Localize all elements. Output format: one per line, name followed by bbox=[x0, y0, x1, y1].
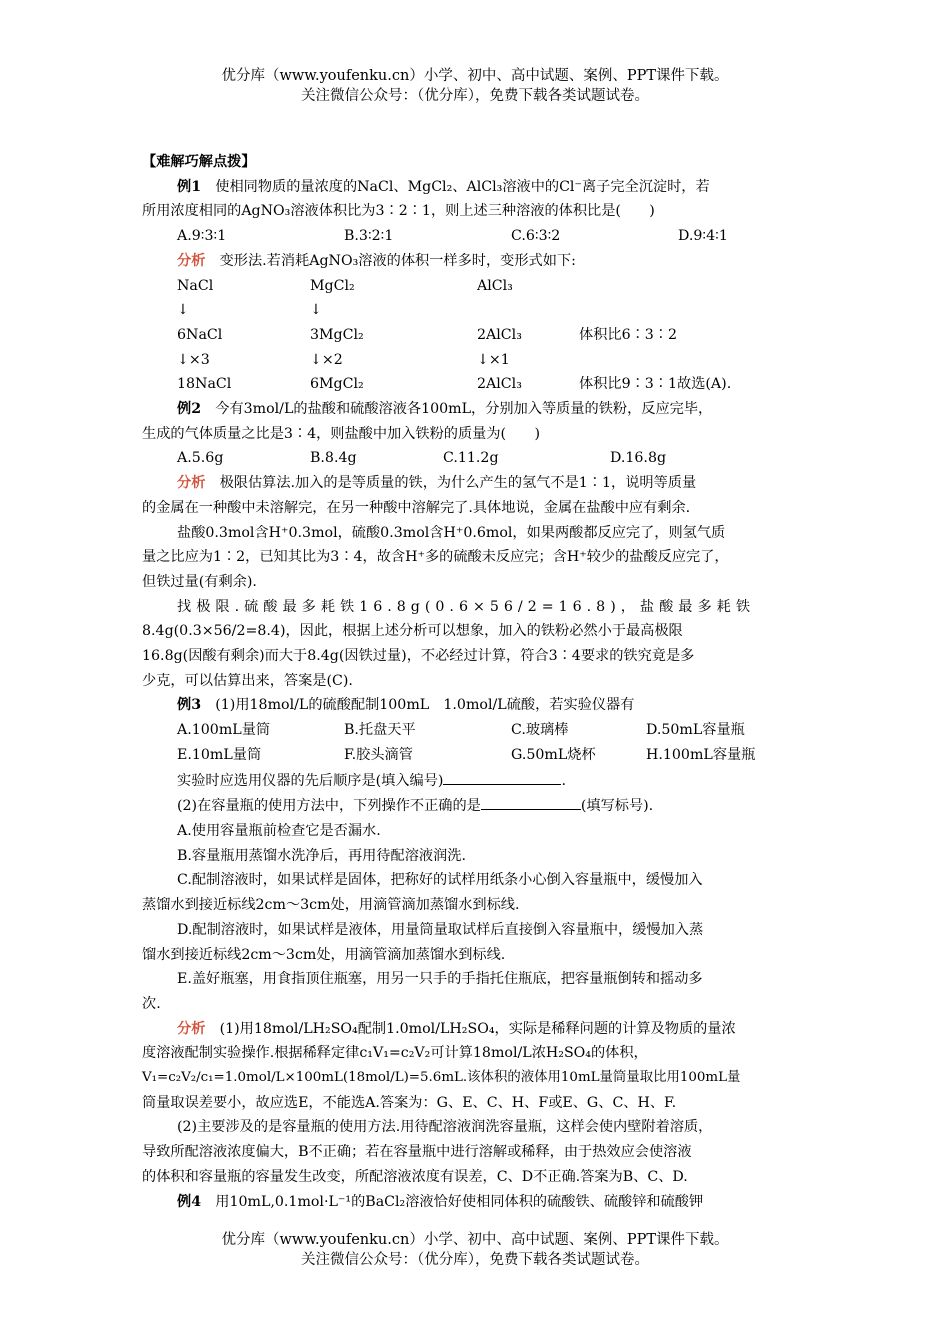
answer-blank-1[interactable] bbox=[443, 768, 561, 785]
derivation-cell: 2AlCl₃ bbox=[477, 376, 522, 393]
ex2-a5: 但铁过量(有剩余). bbox=[142, 573, 257, 590]
ex3-s3b: 蒸馏水到接近标线2cm～3cm处，用滴管滴加蒸馏水到标线. bbox=[142, 897, 520, 914]
header-line-1: 优分库（www.youfenku.cn）小学、初中、高中试题、案例、PPT课件下载。 bbox=[221, 68, 729, 84]
ex3-q3-end: (填写标号). bbox=[580, 798, 654, 815]
ex3-a3: V₁=c₂V₂/c₁=1.0mol/L×100mL(18mol/L)=5.6mL.该体积的液体用10mL量筒量取比用100mL量 bbox=[142, 1070, 741, 1086]
derivation-cell: 6MgCl₂ bbox=[310, 376, 364, 393]
ex2-a8: 16.8g(因酸有剩余)而大于8.4g(因铁过量)，不必经过计算，符合3∶4要求的铁究竟是多 bbox=[142, 648, 695, 665]
ex3-option-b: B.托盘天平 bbox=[344, 722, 416, 739]
ex2-a7: 8.4g(0.3×56/2=8.4)，因此，根据上述分析可以想象，加入的铁粉必然小于最高极限 bbox=[142, 623, 683, 640]
ex1-question bbox=[177, 175, 807, 200]
ex2-analysis-label: 分析 bbox=[177, 475, 206, 492]
page-footer bbox=[0, 1230, 950, 1270]
ex1-option-d: D.9∶4∶1 bbox=[678, 228, 728, 245]
derivation-cell bbox=[477, 298, 579, 323]
ex1-option-a: A.9∶3∶1 bbox=[177, 228, 227, 245]
derivation-cell: ↓×3 bbox=[177, 351, 210, 368]
ex1-derivation-row-3 bbox=[177, 323, 807, 348]
derivation-cell: 6NaCl bbox=[177, 326, 223, 343]
ex3-s2: B.容量瓶用蒸馏水洗净后，再用待配溶液润洗. bbox=[177, 847, 467, 864]
ex1-analysis bbox=[177, 249, 807, 274]
footer-line-2: 关注微信公众号：（优分库），免费下载各类试题试卷。 bbox=[301, 1252, 649, 1268]
derivation-cell: AlCl₃ bbox=[477, 277, 513, 294]
ex3-q3 bbox=[177, 793, 807, 819]
derivation-cell: 2AlCl₃ bbox=[477, 326, 522, 343]
ex3-option-g: G.50mL烧杯 bbox=[511, 746, 596, 763]
ex1-derivation-row-5 bbox=[177, 372, 807, 397]
ex3-label: 例3 bbox=[177, 697, 202, 714]
ex3-q3-text: (2)在容量瓶的使用方法中，下列操作不正确的是 bbox=[177, 798, 481, 815]
ex2-option-a: A.5.6g bbox=[177, 450, 224, 467]
ex3-s3a: C.配制溶液时，如果试样是固体，把称好的试样用纸条小心倒入容量瓶中，缓慢加入 bbox=[177, 872, 703, 889]
ex3-s5b: 次. bbox=[142, 995, 161, 1012]
ex3-b1: (2)主要涉及的是容量瓶的使用方法.用待配溶液润洗容量瓶，这样会使内壁附着溶质， bbox=[177, 1119, 713, 1136]
derivation-cell: 体积比6∶3∶2 bbox=[579, 326, 678, 343]
ex3-option-f: F.胶头滴管 bbox=[344, 746, 413, 763]
ex2-a6: 找极限.硫酸最多耗铁16.8g(0.6×56/2=16.8)，盐酸最多耗铁 bbox=[177, 598, 756, 615]
ex3-a1: (1)用18mol/LH₂SO₄配制1.0mol/LH₂SO₄，实际是稀释问题的计算及物质的量浓 bbox=[205, 1020, 736, 1037]
ex1-option-b: B.3∶2∶1 bbox=[344, 228, 394, 245]
ex2-options bbox=[177, 446, 807, 471]
document-body bbox=[142, 150, 807, 1214]
footer-line-1: 优分库（www.youfenku.cn）小学、初中、高中试题、案例、PPT课件下载。 bbox=[221, 1232, 729, 1248]
ex2-q2: 生成的气体质量之比是3∶4，则盐酸中加入铁粉的质量为( ) bbox=[142, 425, 541, 442]
ex2-question bbox=[177, 397, 807, 422]
derivation-cell: MgCl₂ bbox=[310, 277, 355, 294]
ex1-q2: 所用浓度相同的AgNO₃溶液体积比为3∶2∶1，则上述三种溶液的体积比是( ) bbox=[142, 203, 655, 220]
ex2-q1: 今有3mol/L的盐酸和硫酸溶液各100mL，分别加入等质量的铁粉，反应完毕， bbox=[201, 401, 713, 418]
page-header bbox=[0, 66, 950, 106]
ex1-derivation-row-2 bbox=[177, 298, 807, 323]
ex2-a2: 的金属在一种酸中未溶解完，在另一种酸中溶解完了.具体地说，金属在盐酸中应有剩余. bbox=[142, 499, 691, 516]
ex3-s4b: 馏水到接近标线2cm～3cm处，用滴管滴加蒸馏水到标线. bbox=[142, 946, 506, 963]
ex1-option-c: C.6∶3∶2 bbox=[511, 228, 561, 245]
ex2-a9: 少克，可以估算出来，答案是(C). bbox=[142, 672, 353, 689]
ex2-option-b: B.8.4g bbox=[310, 450, 357, 467]
derivation-cell: NaCl bbox=[177, 277, 214, 294]
derivation-cell: ↓×1 bbox=[477, 351, 510, 368]
ex1-options bbox=[177, 224, 807, 249]
ex3-option-a: A.100mL量筒 bbox=[177, 722, 271, 739]
ex1-derivation-row-4 bbox=[177, 348, 807, 373]
ex2-a1: 极限估算法.加入的是等质量的铁，为什么产生的氢气不是1∶1，说明等质量 bbox=[205, 475, 697, 492]
derivation-cell: 体积比9∶3∶1故选(A). bbox=[579, 376, 732, 393]
ex2-option-c: C.11.2g bbox=[443, 450, 499, 467]
derivation-cell: ↓ bbox=[177, 302, 189, 319]
derivation-cell: ↓ bbox=[310, 302, 322, 319]
derivation-cell: ↓×2 bbox=[310, 351, 343, 368]
ex3-options-row-2 bbox=[177, 743, 807, 768]
derivation-cell: 3MgCl₂ bbox=[310, 326, 364, 343]
ex3-s1: A.使用容量瓶前检查它是否漏水. bbox=[177, 822, 381, 839]
ex3-option-c: C.玻璃棒 bbox=[511, 722, 569, 739]
ex3-q2-text: 实验时应选用仪器的先后顺序是(填入编号) bbox=[177, 772, 444, 789]
ex2-a4: 量之比应为1∶2，已知其比为3∶4，故含H⁺多的硫酸未反应完；含H⁺较少的盐酸反应完了， bbox=[142, 549, 729, 566]
ex3-b3: 的体积和容量瓶的容量发生改变，所配溶液浓度有误差，C、D不正确.答案为B、C、D. bbox=[142, 1168, 688, 1185]
ex3-option-h: H.100mL容量瓶 bbox=[646, 746, 756, 763]
ex2-analysis bbox=[177, 471, 807, 496]
ex4-q1: 用10mL,0.1mol·L⁻¹的BaCl₂溶液恰好使相同体积的硫酸铁、硫酸锌和硫酸钾 bbox=[201, 1193, 704, 1210]
answer-blank-2[interactable] bbox=[481, 793, 581, 810]
ex1-analysis-text: 变形法.若消耗AgNO₃溶液的体积一样多时，变形式如下: bbox=[205, 252, 576, 269]
ex4-label: 例4 bbox=[177, 1193, 202, 1210]
ex1-label: 例1 bbox=[177, 178, 202, 195]
ex4-question bbox=[177, 1190, 807, 1215]
ex3-q1: (1)用18mol/L的硫酸配制100mL 1.0mol/L硫酸，若实验仪器有 bbox=[201, 697, 635, 714]
ex2-option-d: D.16.8g bbox=[610, 450, 667, 467]
ex1-q1: 使相同物质的量浓度的NaCl、MgCl₂、AlCl₃溶液中的Cl⁻离子完全沉淀时，若 bbox=[201, 178, 710, 195]
ex1-derivation-row-1 bbox=[177, 274, 807, 299]
ex2-label: 例2 bbox=[177, 401, 202, 418]
section-title: 【难解巧解点拨】 bbox=[142, 154, 256, 170]
ex3-option-e: E.10mL量筒 bbox=[177, 746, 262, 763]
ex3-analysis-label: 分析 bbox=[177, 1020, 206, 1037]
ex3-options-row-1 bbox=[177, 718, 807, 743]
ex3-q2 bbox=[177, 768, 807, 794]
ex3-b2: 导致所配溶液浓度偏大，B不正确；若在容量瓶中进行溶解或稀释，由于热效应会使溶液 bbox=[142, 1144, 692, 1161]
ex3-q2-end: . bbox=[561, 772, 566, 789]
ex3-question bbox=[177, 693, 807, 718]
ex3-a2: 度溶液配制实验操作.根据稀释定律c₁V₁=c₂V₂可计算18mol/L浓H₂SO₄的体积， bbox=[142, 1045, 648, 1062]
ex1-analysis-label: 分析 bbox=[177, 252, 206, 269]
ex3-option-d: D.50mL容量瓶 bbox=[646, 722, 745, 739]
derivation-cell: 18NaCl bbox=[177, 376, 232, 393]
ex3-analysis bbox=[177, 1017, 807, 1042]
ex3-s4a: D.配制溶液时，如果试样是液体，用量筒量取试样后直接倒入容量瓶中，缓慢加入蒸 bbox=[177, 921, 704, 938]
ex3-s5a: E.盖好瓶塞，用食指顶住瓶塞，用另一只手的手指托住瓶底，把容量瓶倒转和摇动多 bbox=[177, 971, 703, 988]
header-line-2: 关注微信公众号：（优分库），免费下载各类试题试卷。 bbox=[301, 88, 649, 104]
ex2-a3: 盐酸0.3mol含H⁺0.3mol，硫酸0.3mol含H⁺0.6mol，如果两酸都反应完了，则氢气质 bbox=[177, 524, 726, 541]
ex3-a4: 筒量取误差要小，故应选E，不能选A.答案为：G、E、C、H、F或E、G、C、H、F. bbox=[142, 1094, 677, 1111]
